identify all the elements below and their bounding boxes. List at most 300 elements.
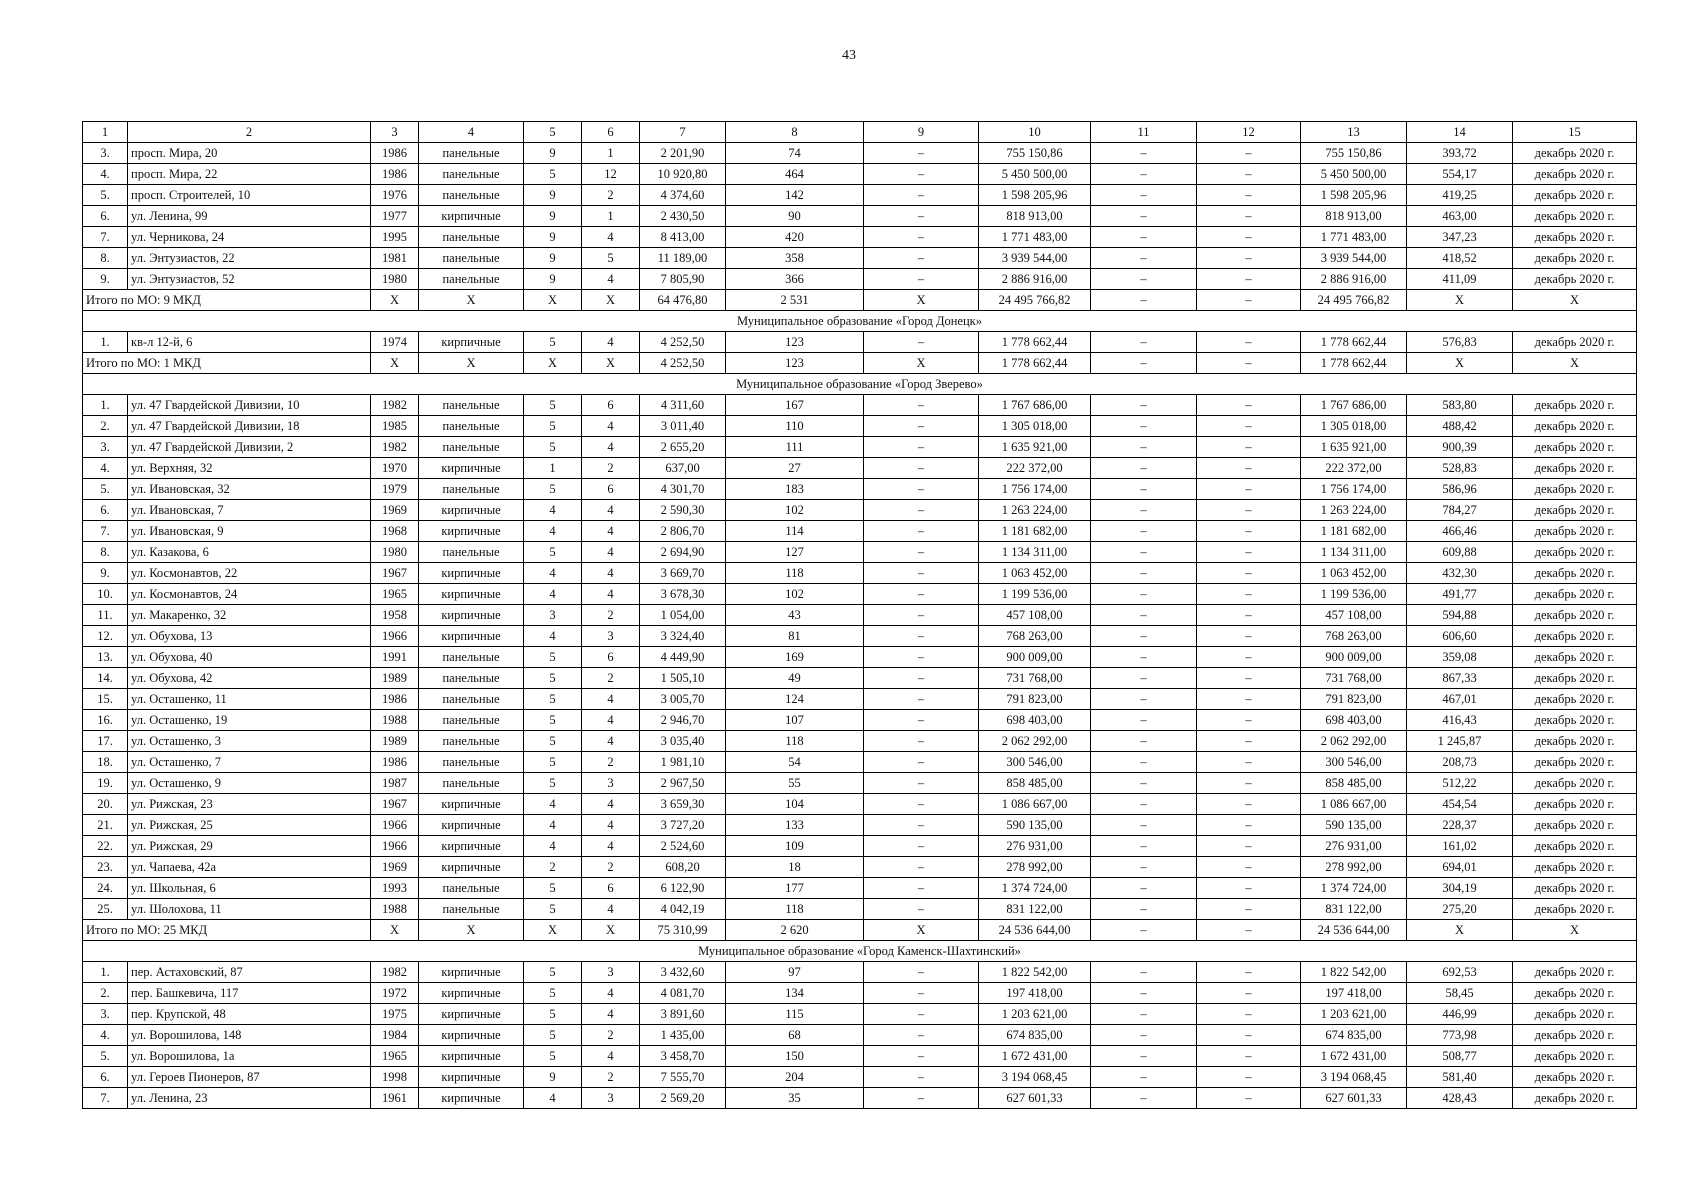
table-cell: –: [864, 1046, 979, 1067]
table-cell: –: [1197, 437, 1301, 458]
table-cell: –: [864, 479, 979, 500]
table-cell: 161,02: [1407, 836, 1513, 857]
table-cell: 457 108,00: [1301, 605, 1407, 626]
table-cell: декабрь 2020 г.: [1513, 164, 1637, 185]
table-cell: кирпичные: [419, 500, 524, 521]
column-number-cell: 7: [640, 122, 726, 143]
table-cell: панельные: [419, 185, 524, 206]
table-row: [83, 899, 1637, 920]
table-cell: –: [1197, 563, 1301, 584]
table-cell: 5.: [83, 185, 128, 206]
table-cell: 111: [726, 437, 864, 458]
total-cell: X: [524, 290, 582, 311]
table-cell: 3 011,40: [640, 416, 726, 437]
table-cell: 12: [582, 164, 640, 185]
table-cell: 1969: [371, 857, 419, 878]
table-cell: 4: [582, 1046, 640, 1067]
section-row: [83, 311, 1637, 332]
table-cell: 1 598 205,96: [979, 185, 1091, 206]
table-cell: 5: [524, 395, 582, 416]
total-cell: X: [371, 920, 419, 941]
table-row: [83, 206, 1637, 227]
total-cell: X: [371, 290, 419, 311]
column-number-cell: 10: [979, 122, 1091, 143]
table-cell: 358: [726, 248, 864, 269]
table-cell: 3 194 068,45: [979, 1067, 1091, 1088]
table-cell: –: [864, 878, 979, 899]
table-cell: 1961: [371, 1088, 419, 1109]
table-cell: 1993: [371, 878, 419, 899]
table-cell: декабрь 2020 г.: [1513, 395, 1637, 416]
table-cell: 818 913,00: [1301, 206, 1407, 227]
table-cell: 5: [582, 248, 640, 269]
table-cell: –: [864, 1004, 979, 1025]
table-cell: 2 062 292,00: [979, 731, 1091, 752]
table-cell: 1 263 224,00: [1301, 500, 1407, 521]
address-cell: ул. 47 Гвардейской Дивизии, 10: [128, 395, 371, 416]
table-cell: 8 413,00: [640, 227, 726, 248]
table-cell: 2 655,20: [640, 437, 726, 458]
table-cell: 150: [726, 1046, 864, 1067]
table-cell: –: [1197, 752, 1301, 773]
total-cell: X: [582, 290, 640, 311]
table-cell: 9: [524, 1067, 582, 1088]
total-cell: 1 778 662,44: [1301, 353, 1407, 374]
table-cell: –: [864, 1088, 979, 1109]
table-cell: 359,08: [1407, 647, 1513, 668]
table-cell: 7 805,90: [640, 269, 726, 290]
total-cell: 75 310,99: [640, 920, 726, 941]
address-cell: ул. Энтузиастов, 22: [128, 248, 371, 269]
table-cell: 1991: [371, 647, 419, 668]
table-cell: 1 245,87: [1407, 731, 1513, 752]
table-cell: 627 601,33: [1301, 1088, 1407, 1109]
table-cell: 4: [582, 542, 640, 563]
table-cell: 366: [726, 269, 864, 290]
table-cell: –: [1197, 416, 1301, 437]
table-cell: 4: [524, 815, 582, 836]
table-row: [83, 815, 1637, 836]
table-row: [83, 458, 1637, 479]
table-cell: 554,17: [1407, 164, 1513, 185]
table-cell: –: [1091, 626, 1197, 647]
table-cell: –: [864, 752, 979, 773]
table-cell: декабрь 2020 г.: [1513, 332, 1637, 353]
table-cell: 21.: [83, 815, 128, 836]
table-cell: 4: [582, 416, 640, 437]
table-cell: 5: [524, 647, 582, 668]
table-cell: –: [1197, 1046, 1301, 1067]
table-cell: –: [1091, 542, 1197, 563]
table-cell: –: [1197, 836, 1301, 857]
table-cell: 27: [726, 458, 864, 479]
table-cell: декабрь 2020 г.: [1513, 710, 1637, 731]
table-cell: 4 252,50: [640, 332, 726, 353]
table-cell: 183: [726, 479, 864, 500]
total-cell: X: [1407, 920, 1513, 941]
table-cell: –: [1197, 668, 1301, 689]
table-cell: 11 189,00: [640, 248, 726, 269]
table-cell: 4: [582, 269, 640, 290]
address-cell: ул. Ленина, 99: [128, 206, 371, 227]
table-cell: –: [864, 647, 979, 668]
table-cell: 4: [582, 689, 640, 710]
table-cell: 791 823,00: [979, 689, 1091, 710]
table-cell: –: [1091, 731, 1197, 752]
address-cell: ул. Энтузиастов, 52: [128, 269, 371, 290]
table-cell: 627 601,33: [979, 1088, 1091, 1109]
table-cell: 692,53: [1407, 962, 1513, 983]
table-cell: 4: [524, 584, 582, 605]
total-cell: –: [1091, 290, 1197, 311]
table-cell: 10.: [83, 584, 128, 605]
table-cell: 4 374,60: [640, 185, 726, 206]
table-cell: 831 122,00: [1301, 899, 1407, 920]
table-cell: 1982: [371, 395, 419, 416]
table-cell: 2: [582, 668, 640, 689]
table-cell: 784,27: [1407, 500, 1513, 521]
table-cell: панельные: [419, 437, 524, 458]
table-cell: 9: [524, 248, 582, 269]
table-cell: декабрь 2020 г.: [1513, 836, 1637, 857]
table-cell: декабрь 2020 г.: [1513, 1088, 1637, 1109]
table-cell: 2: [582, 752, 640, 773]
column-number-cell: 8: [726, 122, 864, 143]
table-cell: 5: [524, 983, 582, 1004]
total-cell: X: [1407, 353, 1513, 374]
table-cell: 5: [524, 668, 582, 689]
table-row: [83, 332, 1637, 353]
table-row: [83, 542, 1637, 563]
table-cell: –: [1091, 1088, 1197, 1109]
table-cell: –: [1197, 773, 1301, 794]
table-cell: 90: [726, 206, 864, 227]
table-cell: –: [864, 269, 979, 290]
table-cell: 1979: [371, 479, 419, 500]
table-row: [83, 731, 1637, 752]
table-cell: 74: [726, 143, 864, 164]
table-cell: –: [1197, 731, 1301, 752]
table-cell: –: [1197, 542, 1301, 563]
address-cell: пер. Крупской, 48: [128, 1004, 371, 1025]
table-cell: 177: [726, 878, 864, 899]
table-cell: 1 134 311,00: [1301, 542, 1407, 563]
table-cell: 1982: [371, 437, 419, 458]
table-cell: –: [864, 1025, 979, 1046]
table-cell: 416,43: [1407, 710, 1513, 731]
table-cell: панельные: [419, 899, 524, 920]
table-cell: –: [1197, 248, 1301, 269]
table-row: [83, 500, 1637, 521]
address-cell: ул. Обухова, 40: [128, 647, 371, 668]
table-cell: 6: [582, 395, 640, 416]
total-row: [83, 920, 1637, 941]
table-cell: кирпичные: [419, 626, 524, 647]
table-cell: декабрь 2020 г.: [1513, 878, 1637, 899]
table-cell: панельные: [419, 248, 524, 269]
table-cell: 7 555,70: [640, 1067, 726, 1088]
table-cell: 3 194 068,45: [1301, 1067, 1407, 1088]
table-row: [83, 395, 1637, 416]
table-cell: 1 199 536,00: [1301, 584, 1407, 605]
address-cell: ул. Рижская, 25: [128, 815, 371, 836]
table-cell: 1966: [371, 836, 419, 857]
table-cell: 5.: [83, 479, 128, 500]
table-cell: –: [1197, 605, 1301, 626]
table-row: [83, 626, 1637, 647]
table-cell: 3 432,60: [640, 962, 726, 983]
table-cell: –: [864, 500, 979, 521]
table-cell: 10 920,80: [640, 164, 726, 185]
table-cell: 81: [726, 626, 864, 647]
table-cell: 23.: [83, 857, 128, 878]
total-cell: X: [582, 353, 640, 374]
table-cell: 1 063 452,00: [1301, 563, 1407, 584]
table-cell: 5.: [83, 1046, 128, 1067]
table-cell: 1 086 667,00: [979, 794, 1091, 815]
table-cell: кирпичные: [419, 857, 524, 878]
table-cell: панельные: [419, 416, 524, 437]
table-cell: –: [1091, 962, 1197, 983]
table-cell: 15.: [83, 689, 128, 710]
table-cell: 4: [582, 1004, 640, 1025]
table-cell: декабрь 2020 г.: [1513, 584, 1637, 605]
table-cell: 1.: [83, 395, 128, 416]
table-cell: 7.: [83, 521, 128, 542]
table-cell: –: [1091, 500, 1197, 521]
table-cell: 3 669,70: [640, 563, 726, 584]
total-cell: 24 536 644,00: [979, 920, 1091, 941]
address-cell: ул. Осташенко, 11: [128, 689, 371, 710]
table-row: [83, 983, 1637, 1004]
address-cell: ул. Осташенко, 3: [128, 731, 371, 752]
table-cell: 457 108,00: [979, 605, 1091, 626]
column-number-cell: 11: [1091, 122, 1197, 143]
table-row: [83, 647, 1637, 668]
table-cell: 1.: [83, 962, 128, 983]
total-cell: X: [419, 920, 524, 941]
table-cell: декабрь 2020 г.: [1513, 689, 1637, 710]
table-cell: 1 086 667,00: [1301, 794, 1407, 815]
table-row: [83, 437, 1637, 458]
table-cell: 1985: [371, 416, 419, 437]
table-cell: –: [1197, 962, 1301, 983]
table-cell: декабрь 2020 г.: [1513, 479, 1637, 500]
total-cell: X: [582, 920, 640, 941]
table-cell: –: [1091, 899, 1197, 920]
table-cell: 12.: [83, 626, 128, 647]
table-cell: –: [864, 710, 979, 731]
table-row: [83, 836, 1637, 857]
table-cell: –: [864, 521, 979, 542]
table-cell: –: [864, 731, 979, 752]
table-cell: 5: [524, 1004, 582, 1025]
table-cell: 432,30: [1407, 563, 1513, 584]
table-cell: –: [1197, 857, 1301, 878]
address-cell: ул. Осташенко, 19: [128, 710, 371, 731]
address-cell: просп. Строителей, 10: [128, 185, 371, 206]
table-cell: 1986: [371, 689, 419, 710]
address-cell: просп. Мира, 22: [128, 164, 371, 185]
table-cell: 5: [524, 899, 582, 920]
table-cell: панельные: [419, 542, 524, 563]
table-cell: 3.: [83, 437, 128, 458]
table-cell: 7.: [83, 1088, 128, 1109]
address-cell: ул. 47 Гвардейской Дивизии, 18: [128, 416, 371, 437]
table-cell: 9: [524, 143, 582, 164]
table-row: [83, 773, 1637, 794]
table-cell: 6.: [83, 500, 128, 521]
table-cell: 1 374 724,00: [979, 878, 1091, 899]
table-cell: –: [1091, 521, 1197, 542]
table-cell: –: [1091, 1046, 1197, 1067]
address-cell: ул. Казакова, 6: [128, 542, 371, 563]
table-cell: –: [1197, 521, 1301, 542]
table-cell: –: [1197, 164, 1301, 185]
table-cell: 512,22: [1407, 773, 1513, 794]
table-cell: –: [1091, 983, 1197, 1004]
table-cell: –: [864, 689, 979, 710]
table-cell: 124: [726, 689, 864, 710]
table-row: [83, 1067, 1637, 1088]
table-cell: 1 778 662,44: [1301, 332, 1407, 353]
table-cell: 3: [582, 962, 640, 983]
table-cell: 1 756 174,00: [1301, 479, 1407, 500]
table-cell: 1998: [371, 1067, 419, 1088]
table-row: [83, 164, 1637, 185]
table-row: [83, 563, 1637, 584]
total-cell: 24 536 644,00: [1301, 920, 1407, 941]
table-cell: 581,40: [1407, 1067, 1513, 1088]
table-cell: –: [1091, 857, 1197, 878]
table-cell: 35: [726, 1088, 864, 1109]
table-cell: кирпичные: [419, 794, 524, 815]
table-cell: 4: [524, 794, 582, 815]
table-cell: 446,99: [1407, 1004, 1513, 1025]
table-cell: –: [1091, 773, 1197, 794]
table-row: [83, 185, 1637, 206]
table-cell: 1 635 921,00: [979, 437, 1091, 458]
table-cell: декабрь 2020 г.: [1513, 668, 1637, 689]
table-cell: 576,83: [1407, 332, 1513, 353]
table-cell: 114: [726, 521, 864, 542]
table-cell: –: [1091, 1025, 1197, 1046]
column-number-cell: 14: [1407, 122, 1513, 143]
table-cell: –: [864, 458, 979, 479]
table-cell: 586,96: [1407, 479, 1513, 500]
table-row: [83, 857, 1637, 878]
table-cell: 768 263,00: [979, 626, 1091, 647]
table-cell: 127: [726, 542, 864, 563]
address-cell: ул. Ивановская, 32: [128, 479, 371, 500]
table-cell: 1980: [371, 269, 419, 290]
table-cell: 4 081,70: [640, 983, 726, 1004]
table-cell: –: [1091, 143, 1197, 164]
table-cell: декабрь 2020 г.: [1513, 815, 1637, 836]
table-cell: декабрь 2020 г.: [1513, 542, 1637, 563]
table-cell: –: [1091, 437, 1197, 458]
table-cell: 4: [582, 983, 640, 1004]
table-cell: 900 009,00: [1301, 647, 1407, 668]
housing-register-table: [82, 121, 1637, 1109]
table-cell: –: [1197, 1025, 1301, 1046]
column-number-cell: 4: [419, 122, 524, 143]
table-cell: 14.: [83, 668, 128, 689]
table-cell: –: [864, 668, 979, 689]
table-cell: декабрь 2020 г.: [1513, 731, 1637, 752]
table-cell: –: [1091, 668, 1197, 689]
table-cell: 4 301,70: [640, 479, 726, 500]
table-cell: 300 546,00: [1301, 752, 1407, 773]
table-cell: 347,23: [1407, 227, 1513, 248]
table-cell: декабрь 2020 г.: [1513, 794, 1637, 815]
table-cell: декабрь 2020 г.: [1513, 857, 1637, 878]
table-cell: 2: [582, 857, 640, 878]
table-cell: 9.: [83, 563, 128, 584]
table-cell: кирпичные: [419, 983, 524, 1004]
table-cell: 3 727,20: [640, 815, 726, 836]
table-cell: 528,83: [1407, 458, 1513, 479]
table-cell: 755 150,86: [979, 143, 1091, 164]
table-cell: –: [1197, 647, 1301, 668]
total-cell: 123: [726, 353, 864, 374]
address-cell: ул. Космонавтов, 24: [128, 584, 371, 605]
table-cell: 278 992,00: [979, 857, 1091, 878]
table-cell: 5: [524, 878, 582, 899]
table-cell: 467,01: [1407, 689, 1513, 710]
table-cell: 5: [524, 1025, 582, 1046]
table-cell: кирпичные: [419, 605, 524, 626]
column-number-cell: 13: [1301, 122, 1407, 143]
table-cell: 2 886 916,00: [979, 269, 1091, 290]
column-number-row: [83, 122, 1637, 143]
table-cell: 1967: [371, 794, 419, 815]
address-cell: ул. Рижская, 23: [128, 794, 371, 815]
table-cell: 1 374 724,00: [1301, 878, 1407, 899]
table-cell: декабрь 2020 г.: [1513, 416, 1637, 437]
table-cell: 16.: [83, 710, 128, 731]
address-cell: пер. Башкевича, 117: [128, 983, 371, 1004]
table-cell: 222 372,00: [979, 458, 1091, 479]
table-cell: 2: [524, 857, 582, 878]
table-row: [83, 962, 1637, 983]
table-cell: 2 569,20: [640, 1088, 726, 1109]
table-cell: панельные: [419, 164, 524, 185]
table-cell: 1 598 205,96: [1301, 185, 1407, 206]
table-cell: 5: [524, 773, 582, 794]
table-cell: –: [1197, 143, 1301, 164]
table-cell: 275,20: [1407, 899, 1513, 920]
table-cell: 2 590,30: [640, 500, 726, 521]
table-row: [83, 227, 1637, 248]
table-cell: 115: [726, 1004, 864, 1025]
table-cell: 142: [726, 185, 864, 206]
table-cell: 4: [582, 332, 640, 353]
address-cell: ул. Героев Пионеров, 87: [128, 1067, 371, 1088]
table-cell: 1988: [371, 710, 419, 731]
table-cell: 4: [582, 227, 640, 248]
table-cell: 9: [524, 269, 582, 290]
table-cell: 1 305 018,00: [979, 416, 1091, 437]
table-cell: 58,45: [1407, 983, 1513, 1004]
table-cell: 1 203 621,00: [979, 1004, 1091, 1025]
total-cell: –: [1091, 920, 1197, 941]
table-cell: 5: [524, 710, 582, 731]
table-cell: 1 778 662,44: [979, 332, 1091, 353]
table-cell: кирпичные: [419, 458, 524, 479]
total-cell: X: [419, 353, 524, 374]
table-cell: 25.: [83, 899, 128, 920]
